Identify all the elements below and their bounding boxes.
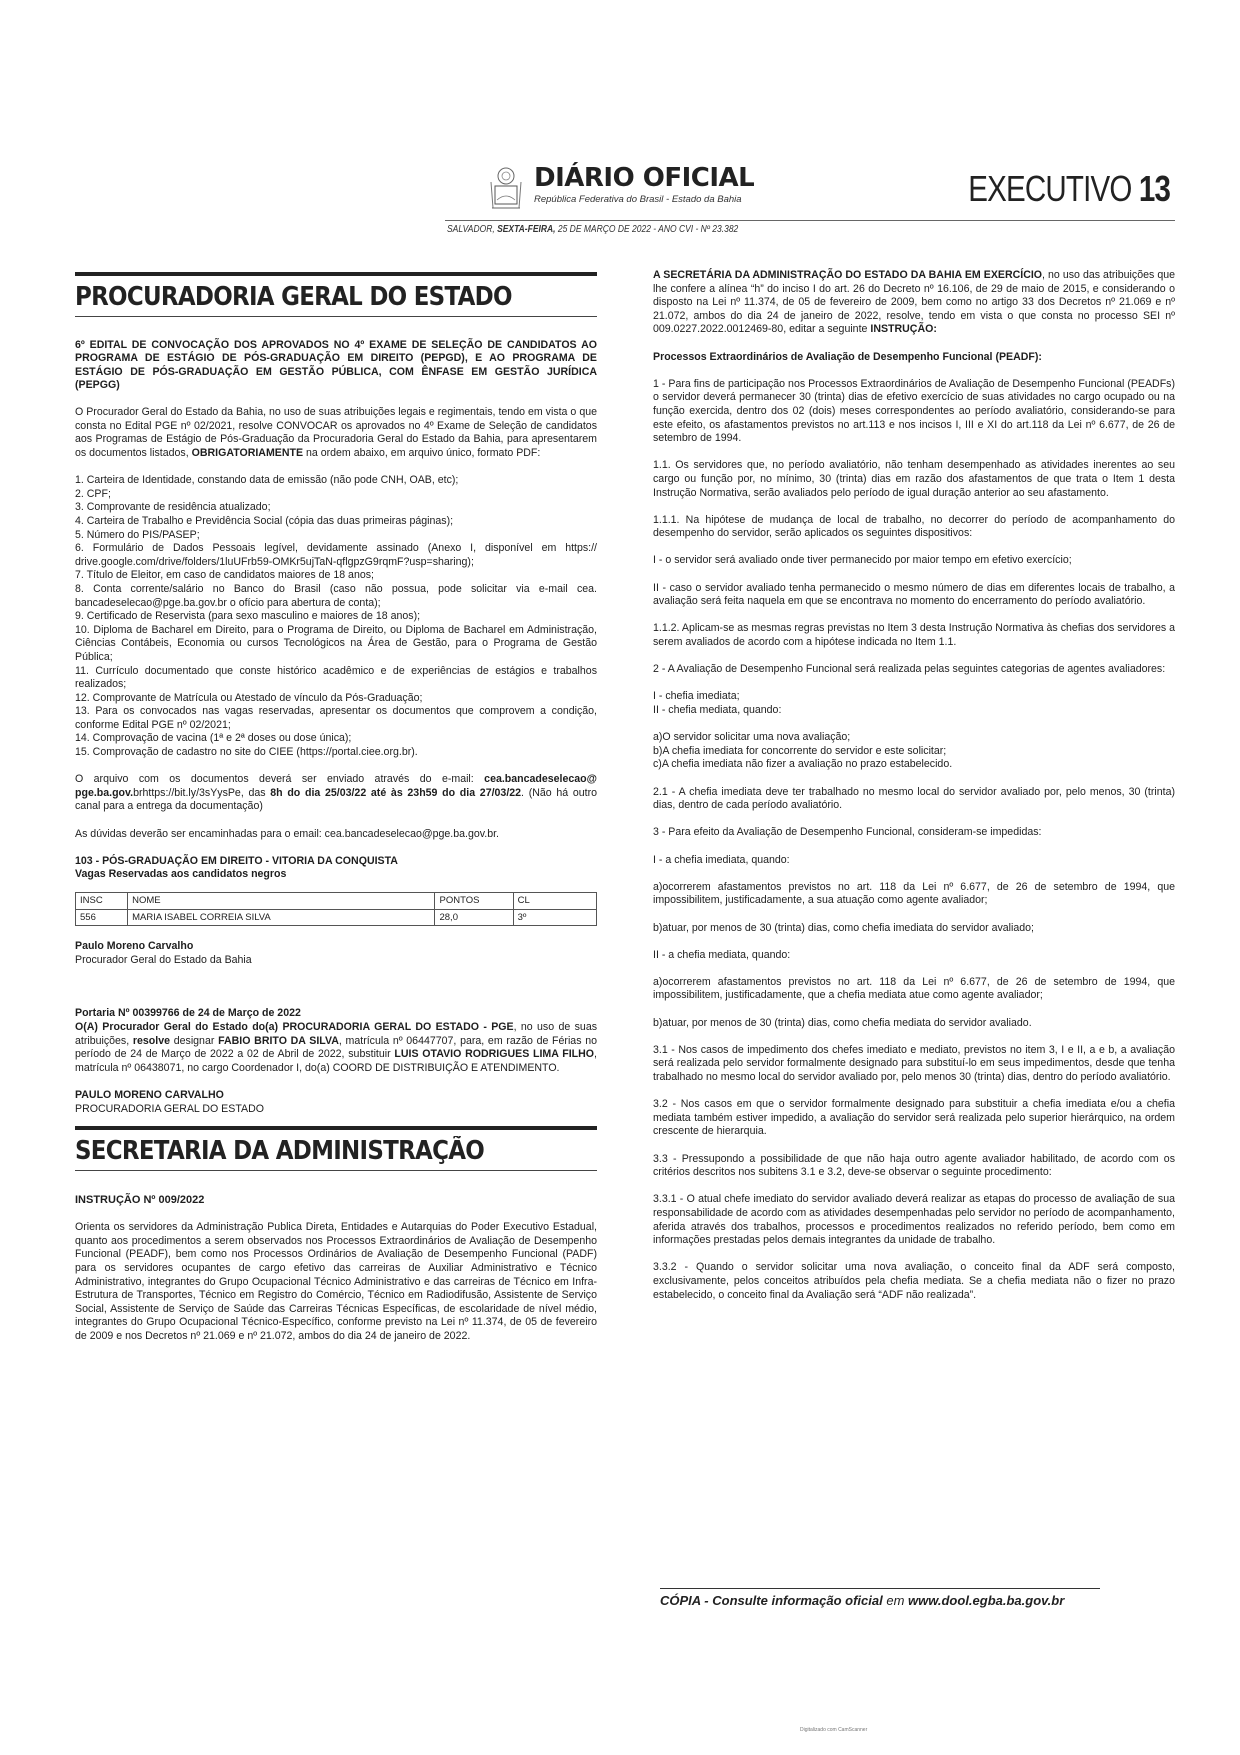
page-number: 13 <box>1138 168 1170 209</box>
instrucao-paragraph: 3.3 - Pressupondo a possibilidade de que não haja outro agente avaliador habilitado, de acordo com os critérios descritos nos subitens 3.1 e 3.2, deve-se observar o seguinte procedimento: <box>653 1152 1175 1179</box>
column-header: NOME <box>128 893 435 910</box>
submission-instructions: O arquivo com os documentos deverá ser enviado através do e-mail: cea.bancadeselecao@ pge.ba.gov.brhttps://bit.ly/3sYysPe, das 8h do dia 25/03/22 até às 23h59 do dia 27/03/22. (Não há outro canal para a entrega da documentação) <box>75 773 597 813</box>
document-list-item: 11. Currículo documentado que conste histórico acadêmico e de experiências de estágios e trabalhos realizados; <box>75 664 597 691</box>
section-divider <box>75 316 597 317</box>
document-list-item: 2. CPF; <box>75 487 111 500</box>
instrucao-paragraph: 3.2 - Nos casos em que o servidor formalmente designado para substituir a chefia imediata e/ou a chefia mediata também estiver impedido, a avaliação do servidor será realizada pelo superior hierárquico, na ordem crescente de hierarquia. <box>653 1098 1175 1138</box>
document-list-item: 7. Título de Eleitor, em caso de candidatos maiores de 18 anos; <box>75 569 374 582</box>
portaria-title: Portaria Nº 00399766 de 24 de Março de 2022 <box>75 1007 301 1020</box>
edital-intro: O Procurador Geral do Estado da Bahia, no uso de suas atribuições legais e regimentais, tendo em vista o que consta no Edital PGE nº 02/2021, resolve CONVOCAR os aprovados no 4º Exame de Seleção de candidatos aos Programas de Estágio de Pós-Graduação da Procuradoria Geral do Estado da Bahia, para apresentarem os documentos listados, OBRIGATORIAMENTE na ordem abaixo, em arquivo único, formato PDF: <box>75 406 597 459</box>
instrucao-paragraph: 2 - A Avaliação de Desempenho Funcional será realizada pelas seguintes categorias de agentes avaliadores: <box>653 663 1166 676</box>
section-divider <box>75 1170 597 1171</box>
signer-role: PROCURADORIA GERAL DO ESTADO <box>75 1102 264 1115</box>
edition-label: EXECUTIVO 13 <box>968 168 1170 209</box>
doubts-contact: As dúvidas deverão ser encaminhadas para o email: cea.bancadeselecao@pge.ba.gov.br. <box>75 827 499 840</box>
publication-subtitle: República Federativa do Brasil - Estado da Bahia <box>534 194 742 205</box>
document-list-item: 10. Diploma de Bacharel em Direito, para o Programa de Direito, ou Diploma de Bacharel em Administração, Ciências Contábeis, Economia ou cursos Tecnológicos na Área de Gestão, para o Programa de Gestão Pública; <box>75 623 597 663</box>
state-coat-of-arms-icon <box>488 164 524 212</box>
document-list-item: 12. Comprovante de Matrícula ou Atestado de vínculo da Pós-Graduação; <box>75 691 423 704</box>
instrucao-paragraph: b)atuar, por menos de 30 (trinta) dias, como chefia imediata do servidor avaliado; <box>653 921 1034 934</box>
official-copy-note: CÓPIA - Consulte informação oficial em www.dool.egba.ba.gov.br <box>660 1593 1065 1608</box>
instrucao-summary: Orienta os servidores da Administração Publica Direta, Entidades e Autarquias do Poder Executivo Estadual, quanto aos procedimentos a serem observados nos Processos Extraordinários de Avaliação de Desempenho Funcional (PEADF), bem como nos Processos Ordinários de Avaliação de Desempenho Funcional (PADF) para os servidores ocupantes de cargo efetivo das carreiras de Auxiliar Administrativo e Técnico Administrativo, integrantes do Grupo Ocupacional Técnico Administrativo e das carreiras de Técnico em Infra-Estrutura de Transportes, Técnico em Registro do Comércio, Técnico em Radiodifusão, Assistente de Serviço Social, Assistente de Serviço de Saúde das Carreiras Técnicas Específicas, de escolaridade de nível médio, integrantes do Grupo Ocupacional Técnico-Específico, conforme previsto na Lei nº 11.374, de 05 de fevereiro de 2009 e nos Decretos nº 21.069 e nº 21.072, ambos do dia 24 de janeiro de 2022. <box>75 1221 597 1342</box>
right-column <box>653 269 1175 1316</box>
instrucao-preamble: A SECRETÁRIA DA ADMINISTRAÇÃO DO ESTADO DA BAHIA EM EXERCÍCIO, no uso das atribuições que lhe confere a alínea “h” do inciso I do art. 26 do Decreto nº 16.106, de 29 de maio de 2015, e considerando o disposto na Lei nº 11.374, de 05 de fevereiro de 2009, bem como no artigo 33 dos Decretos nº 21.069 e nº 21.072, ambos do dia 24 de janeiro de 2022, resolve, tendo em vista o que consta no processo SEI nº 009.0227.2022.0012469-80, editar a seguinte INSTRUÇÃO: <box>653 269 1175 336</box>
instrucao-paragraph: 3 - Para efeito da Avaliação de Desempenho Funcional, consideram-se impedidas: <box>653 826 1042 839</box>
section-title-secretaria: SECRETARIA DA ADMINISTRAÇÃO <box>75 1136 485 1167</box>
left-column <box>75 272 597 1357</box>
table-cell: 28,0 <box>435 909 513 926</box>
document-list-item: 6. Formulário de Dados Pessoais legível, devidamente assinado (Anexo I, disponível em https:// drive.google.com/drive/folders/1luUFrb59-OMKr5ujTaN-qflgpzG9rqmF?usp=sharing); <box>75 542 597 568</box>
table-header-row <box>76 893 597 910</box>
masthead-divider <box>445 220 1175 221</box>
document-list-item: 8. Conta corrente/salário no Banco do Brasil (caso não possua, pode solicitar via e-mail cea. bancadeselecao@pge.ba.gov.br o ofício para abertura de conta); <box>75 582 597 609</box>
edital-heading: 6º EDITAL DE CONVOCAÇÃO DOS APROVADOS NO 4º EXAME DE SELEÇÃO DE CANDIDATOS AO PROGRAMA DE ESTÁGIO DE PÓS-GRADUAÇÃO EM DIREITO (PEPGD), E AO PROGRAMA DE ESTÁGIO DE PÓS-GRADUAÇÃO EM GESTÃO PÚBLICA, COM ÊNFASE EM GESTÃO JURÍDICA (PEPGG) <box>75 339 597 392</box>
footer-divider <box>660 1588 1100 1589</box>
table-cell: 556 <box>76 909 128 926</box>
portaria-body: O(A) Procurador Geral do Estado do(a) PROCURADORIA GERAL DO ESTADO - PGE, no uso de suas atribuições, resolve designar FABIO BRITO DA SILVA, matrícula nº 06447707, para, em razão de Férias no período de 24 de Março de 2022 a 02 de Abril de 2022, substituir LUIS OTAVIO RODRIGUES LIMA FILHO, matrícula nº 06438071, no cargo Coordenador I, do(a) COORD DE DISTRIBUIÇÃO E ATENDIMENTO. <box>75 1020 598 1074</box>
table-row <box>76 909 597 926</box>
instrucao-paragraph: 1.1. Os servidores que, no período avaliatório, não tenham desempenhado as atividades inerentes ao seu cargo ou função por, no mínimo, 30 (trinta) dias em razão dos afastamentos de que trata o Item 1 desta Instrução Normativa, serão avaliados pelo período de igual duração anterior ao seu afastamento. <box>653 459 1175 499</box>
program-title: 103 - PÓS-GRADUAÇÃO EM DIREITO - VITORIA DA CONQUISTA <box>75 854 398 867</box>
signer-name: PAULO MORENO CARVALHO <box>75 1088 224 1101</box>
results-table <box>75 892 597 926</box>
required-documents-list <box>75 474 597 759</box>
instrucao-paragraph: I - o servidor será avaliado onde tiver permanecido por maior tempo em efetivo exercício; <box>653 554 1072 567</box>
column-header: CL <box>513 893 596 910</box>
evaluator-list: I - chefia imediata; II - chefia mediata, quando: <box>653 690 782 716</box>
instrucao-title: INSTRUÇÃO Nº 009/2022 <box>75 1194 205 1207</box>
scanner-watermark: Digitalizado com CamScanner <box>800 1727 868 1733</box>
instrucao-paragraph: 3.3.2 - Quando o servidor solicitar uma nova avaliação, o conceito final da ADF será composto, exclusivamente, pelos conceitos atribuídos pela chefia mediata. Se a chefia mediata não o fizer no prazo estabelecido, o conceito final da Avaliação será “ADF não realizada”. <box>653 1261 1175 1301</box>
document-list-item: 1. Carteira de Identidade, constando data de emissão (não pode CNH, OAB, etc); <box>75 474 459 487</box>
mediate-conditions: a)O servidor solicitar uma nova avaliação; b)A chefia imediata for concorrente do servidor e este solicitar; c)A chefia imediata não fizer a avaliação no prazo estabelecido. <box>653 731 953 771</box>
dateline: SALVADOR, SEXTA-FEIRA, 25 DE MARÇO DE 2022 - ANO CVI - Nº 23.382 <box>447 224 739 235</box>
peadf-heading: Processos Extraordinários de Avaliação de Desempenho Funcional (PEADF): <box>653 350 1042 363</box>
document-list-item: 5. Número do PIS/PASEP; <box>75 528 200 541</box>
document-list-item: 13. Para os convocados nas vagas reservadas, apresentar os documentos que comprovem a condição, conforme Edital PGE nº 02/2021; <box>75 705 597 731</box>
document-list-item: 3. Comprovante de residência atualizado; <box>75 501 271 514</box>
publication-title: DIÁRIO OFICIAL <box>534 163 755 193</box>
program-subtitle: Vagas Reservadas aos candidatos negros <box>75 868 287 881</box>
instrucao-paragraph: a)ocorrerem afastamentos previstos no art. 118 da Lei nº 6.677, de 26 de setembro de 1994, que impossibilitem, justificadamente, a sua atuação como agente avaliador; <box>653 880 1175 907</box>
instrucao-paragraph: II - a chefia mediata, quando: <box>653 948 791 961</box>
document-list-item: 9. Certificado de Reservista (para sexo masculino e maiores de 18 anos); <box>75 610 421 623</box>
instrucao-paragraph: 1.1.2. Aplicam-se as mesmas regras previstas no Item 3 desta Instrução Normativa às chefias dos servidores a serem avaliados de acordo com a hipótese indicada no Item 1.1. <box>653 622 1175 649</box>
instrucao-paragraph: 3.3.1 - O atual chefe imediato do servidor avaliado deverá realizar as etapas do processo de avaliação de sua responsabilidade de acordo com as atividades desempenhadas pelo servidor no período de acompanhamento, aferida através dos trabalhos, processos e procedimentos realizados no referido período, bem como em informações prestadas pelos demais integrantes da unidade de trabalho. <box>653 1193 1175 1247</box>
instrucao-paragraph: a)ocorrerem afastamentos previstos no art. 118 da Lei nº 6.677, de 26 de setembro de 1994, que impossibilitem, justificadamente, que a chefia mediata atue como agente avaliador; <box>653 975 1175 1002</box>
section-title-procuradoria: PROCURADORIA GERAL DO ESTADO <box>75 282 512 312</box>
table-cell: 3º <box>513 909 596 926</box>
official-site-link[interactable]: www.dool.egba.ba.gov.br <box>908 1593 1065 1608</box>
instrucao-paragraph: b)atuar, por menos de 30 (trinta) dias, como chefia mediata do servidor avaliado. <box>653 1016 1032 1029</box>
instrucao-items <box>653 378 1175 677</box>
signer-role: Procurador Geral do Estado da Bahia <box>75 953 252 966</box>
table-cell: MARIA ISABEL CORREIA SILVA <box>128 909 435 926</box>
column-header: PONTOS <box>435 893 513 910</box>
column-header: INSC <box>76 893 128 910</box>
instrucao-items-continued <box>653 786 1175 1303</box>
instrucao-paragraph: II - caso o servidor avaliado tenha permanecido o mesmo número de dias em diferentes locais de trabalho, a avaliação será feita naquela em que se encontrava no momento do encerramento do período avaliatório. <box>653 581 1175 608</box>
signer-name: Paulo Moreno Carvalho <box>75 940 194 953</box>
instrucao-paragraph: 2.1 - A chefia imediata deve ter trabalhado no mesmo local do servidor avaliado por, pelo menos, 30 (trinta) dias, dentro de cada período avaliatório. <box>653 785 1175 812</box>
masthead <box>480 162 1180 222</box>
instrucao-paragraph: 1.1.1. Na hipótese de mudança de local de trabalho, no decorrer do período de acompanhamento do desempenho do servidor, serão aplicados os seguintes dispositivos: <box>653 513 1175 540</box>
document-list-item: 15. Comprovação de cadastro no site do CIEE (https://portal.ciee.org.br). <box>75 746 418 759</box>
instrucao-paragraph: I - a chefia imediata, quando: <box>653 853 790 866</box>
instrucao-paragraph: 3.1 - Nos casos de impedimento dos chefes imediato e mediato, previstos no item 3, I e II, a e b, a avaliação será realizada pelo servidor formalmente designado para substituí-lo em seus impedimentos, desde que tenha trabalhado no mesmo local do servidor avaliado por, pelo menos 30 (trinta) dias, dentro do período avaliatório. <box>653 1043 1175 1084</box>
instrucao-paragraph: 1 - Para fins de participação nos Processos Extraordinários de Avaliação de Desempenho Funcional (PEADFs) o servidor deverá permanecer 30 (trinta) dias de efetivo exercício de suas atividades no cargo ocupado ou na função exercida, dentro dos 02 (dois) meses correspondentes ao período avaliatório, considerando-se para este efeito, os afastamentos previstos no art.113 e nos incisos I, III e XI do art.118 da Lei nº 6.677, de 26 de setembro de 1994. <box>653 377 1175 445</box>
document-list-item: 14. Comprovação de vacina (1ª e 2ª doses ou dose única); <box>75 732 352 745</box>
document-list-item: 4. Carteira de Trabalho e Previdência Social (cópia das duas primeiras páginas); <box>75 514 454 527</box>
